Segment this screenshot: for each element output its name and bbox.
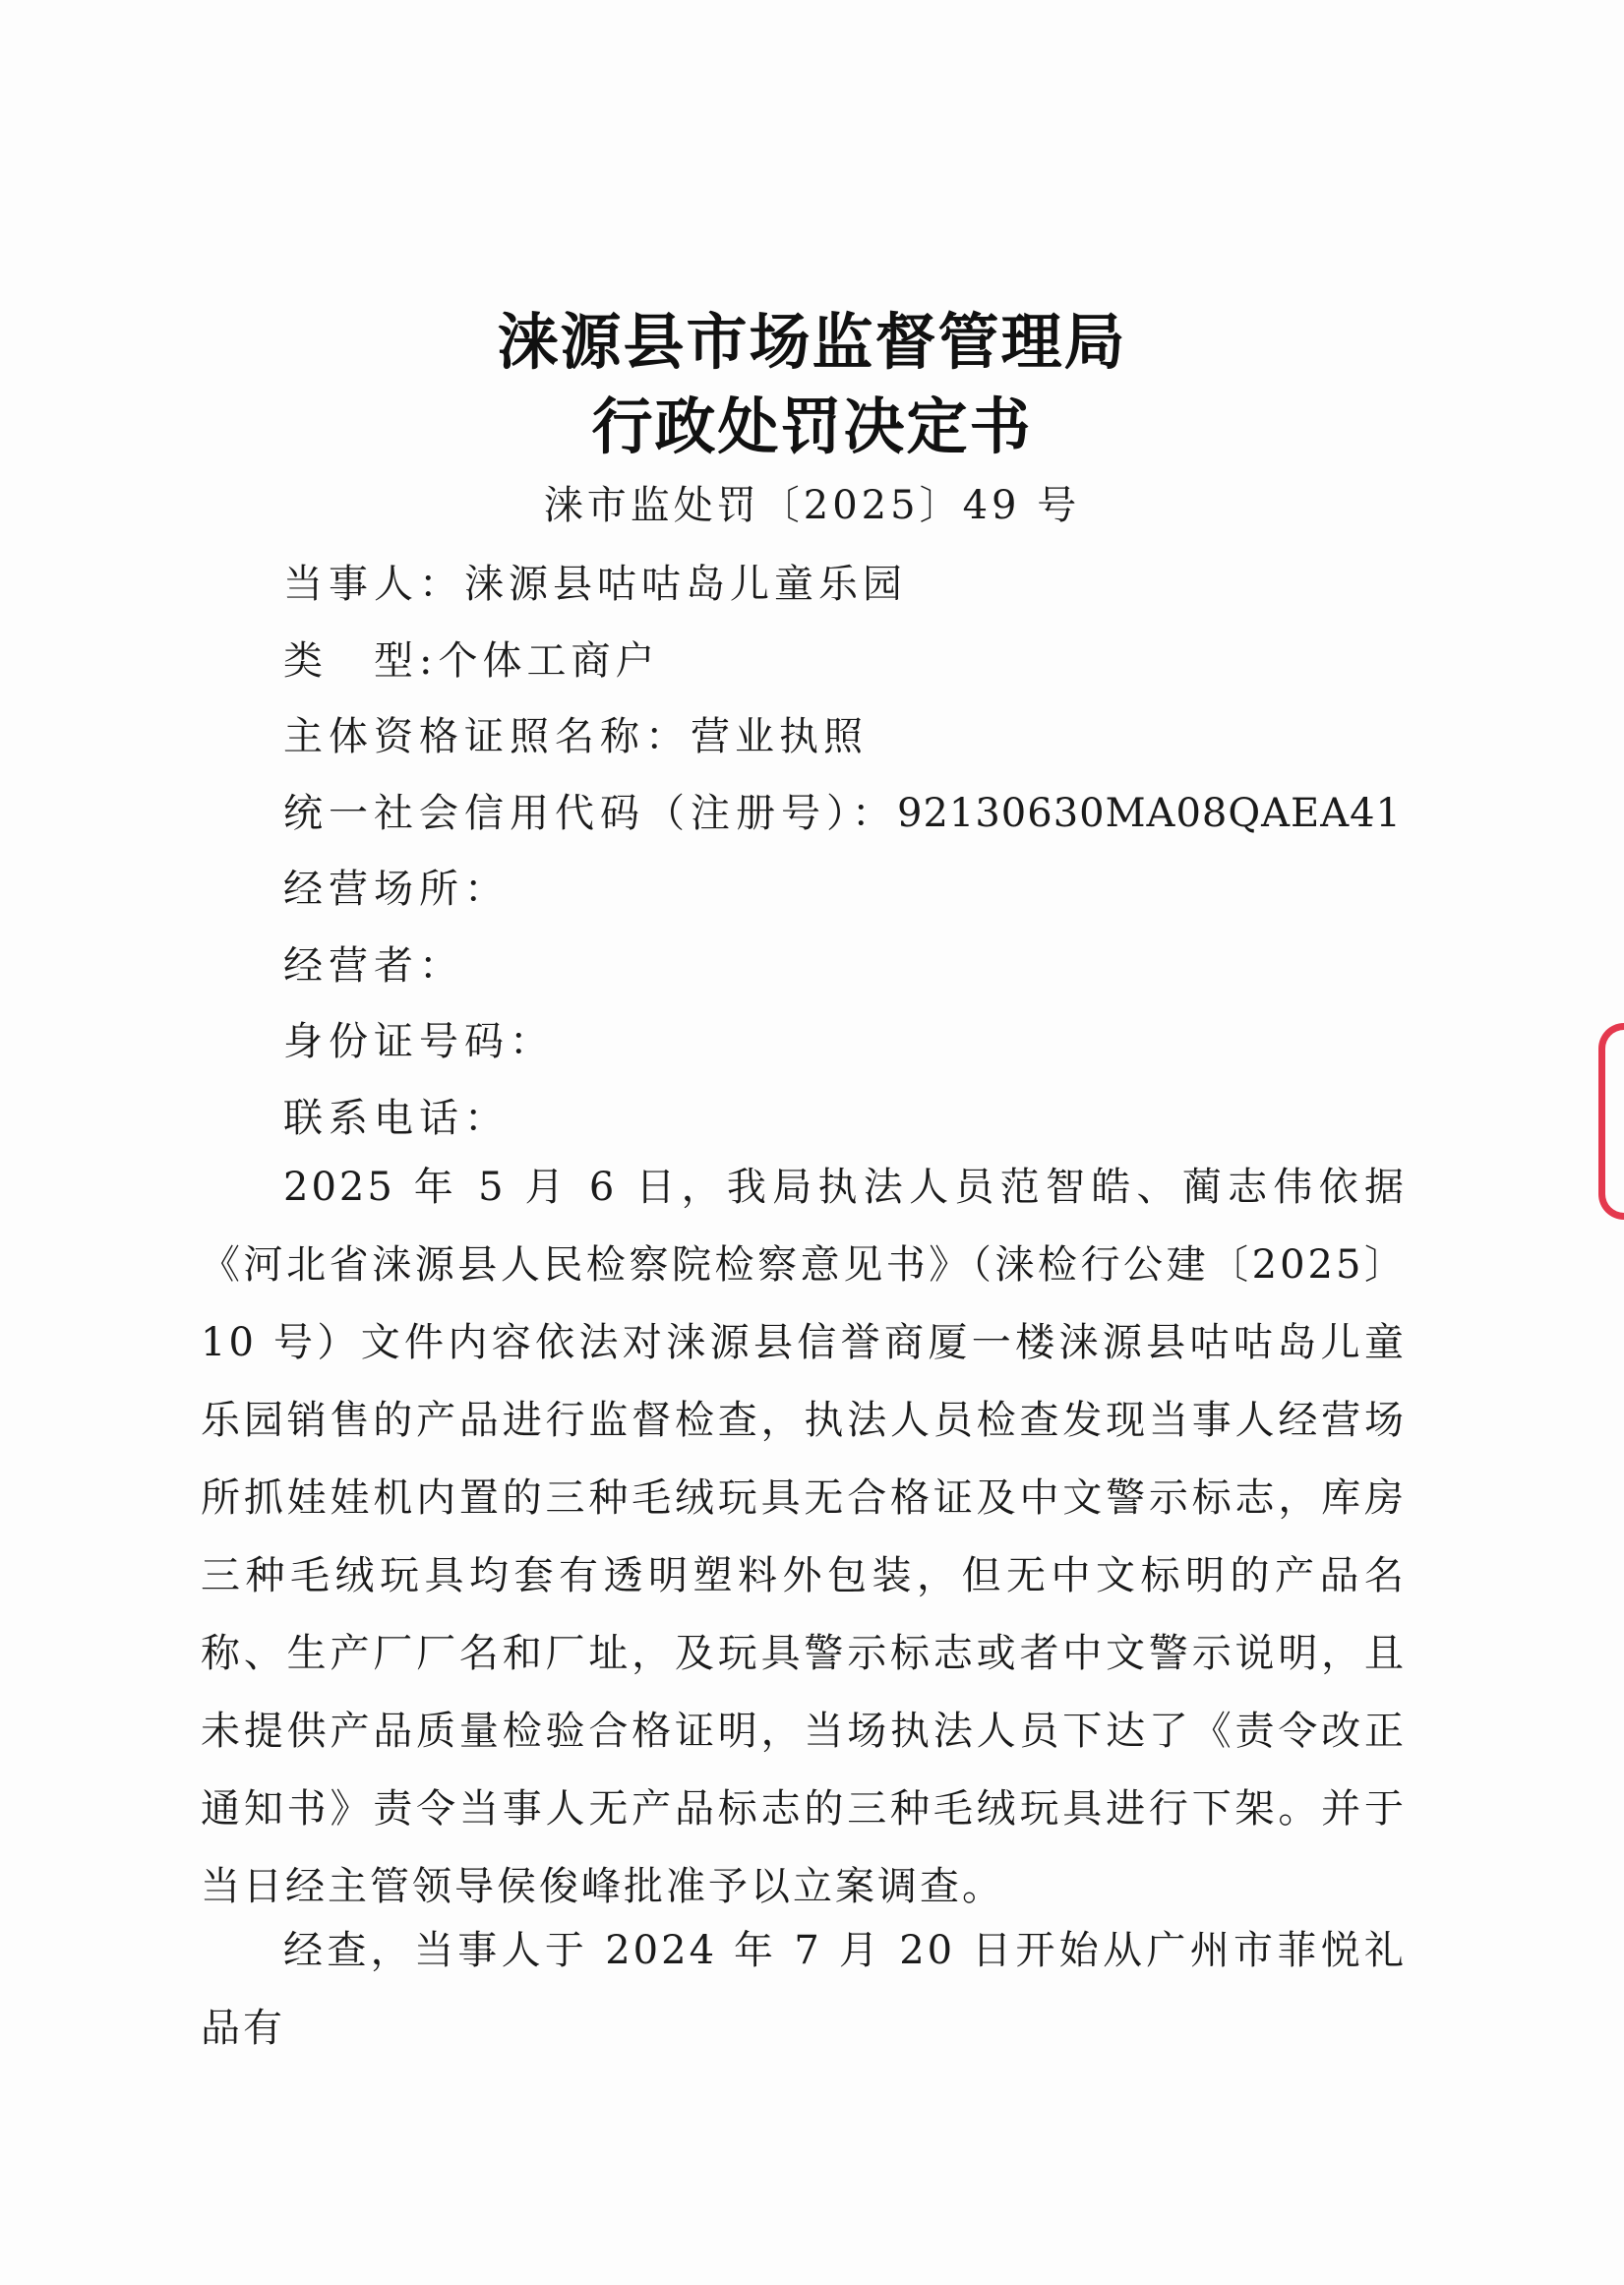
field-phone-label: 联系电话： <box>283 1096 510 1141</box>
field-business-address <box>283 858 864 914</box>
field-credit-code <box>283 782 1402 838</box>
body-paragraph-2: 经查，当事人于 2024 年 7 月 20 日开始从广州市菲悦礼品有 <box>201 1928 1407 2051</box>
field-type-value: 个体工商户 <box>438 638 660 684</box>
document-title: 行政处罚决定书 <box>591 391 1033 462</box>
redacted-address <box>510 874 864 910</box>
field-operator-label: 经营者： <box>283 943 464 989</box>
field-party-label: 当事人： <box>283 562 464 607</box>
organization-name: 涞源县市场监督管理局 <box>497 306 1127 378</box>
field-license-name-label: 主体资格证照名称： <box>283 714 691 759</box>
field-operator <box>283 934 818 991</box>
field-id-number-label: 身份证号码： <box>283 1019 555 1064</box>
field-id-number <box>283 1010 909 1066</box>
official-seal-edge <box>1598 1023 1624 1220</box>
field-credit-code-value: 92130630MA08QAEA41 <box>897 791 1402 836</box>
field-license-name <box>283 705 868 761</box>
field-type-label: 类 型: <box>283 638 439 684</box>
field-party <box>283 553 907 609</box>
redacted-phone <box>510 1104 864 1139</box>
field-type <box>283 630 659 686</box>
body-paragraph-1: 2025 年 5 月 6 日，我局执法人员范智皓、蔺志伟依据《河北省涞源县人民检察院检察意见书》（涞检行公建〔2025〕10 号）文件内容依法对涞源县信誉商厦一楼涞源县咕咕岛儿童乐园销售的产品进行监督检查，执法人员检查发现当事人经营场所抓娃娃机内置的三种毛绒玩具无合格证及中文警示标志，库房三种毛绒玩具均套有透明塑料外包装，但无中文标明的产品名称、生产厂厂名和厂址，及玩具警示标志或者中文警示说明，且未提供产品质量检验合格证明，当场执法人员下达了《责令改正通知书》责令当事人无产品标志的三种毛绒玩具进行下架。并于当日经主管领导侯俊峰批准予以立案调查。 <box>201 1165 1407 1909</box>
document-number: 涞市监处罚〔2025〕49 号 <box>543 483 1081 528</box>
field-license-name-value: 营业执照 <box>691 714 868 759</box>
field-business-address-label: 经营场所： <box>283 867 510 912</box>
redacted-id-number <box>555 1027 909 1062</box>
redacted-operator <box>464 951 818 987</box>
field-party-value: 涞源县咕咕岛儿童乐园 <box>464 562 907 607</box>
field-phone <box>283 1087 864 1143</box>
field-credit-code-label: 统一社会信用代码（注册号）： <box>283 791 897 836</box>
